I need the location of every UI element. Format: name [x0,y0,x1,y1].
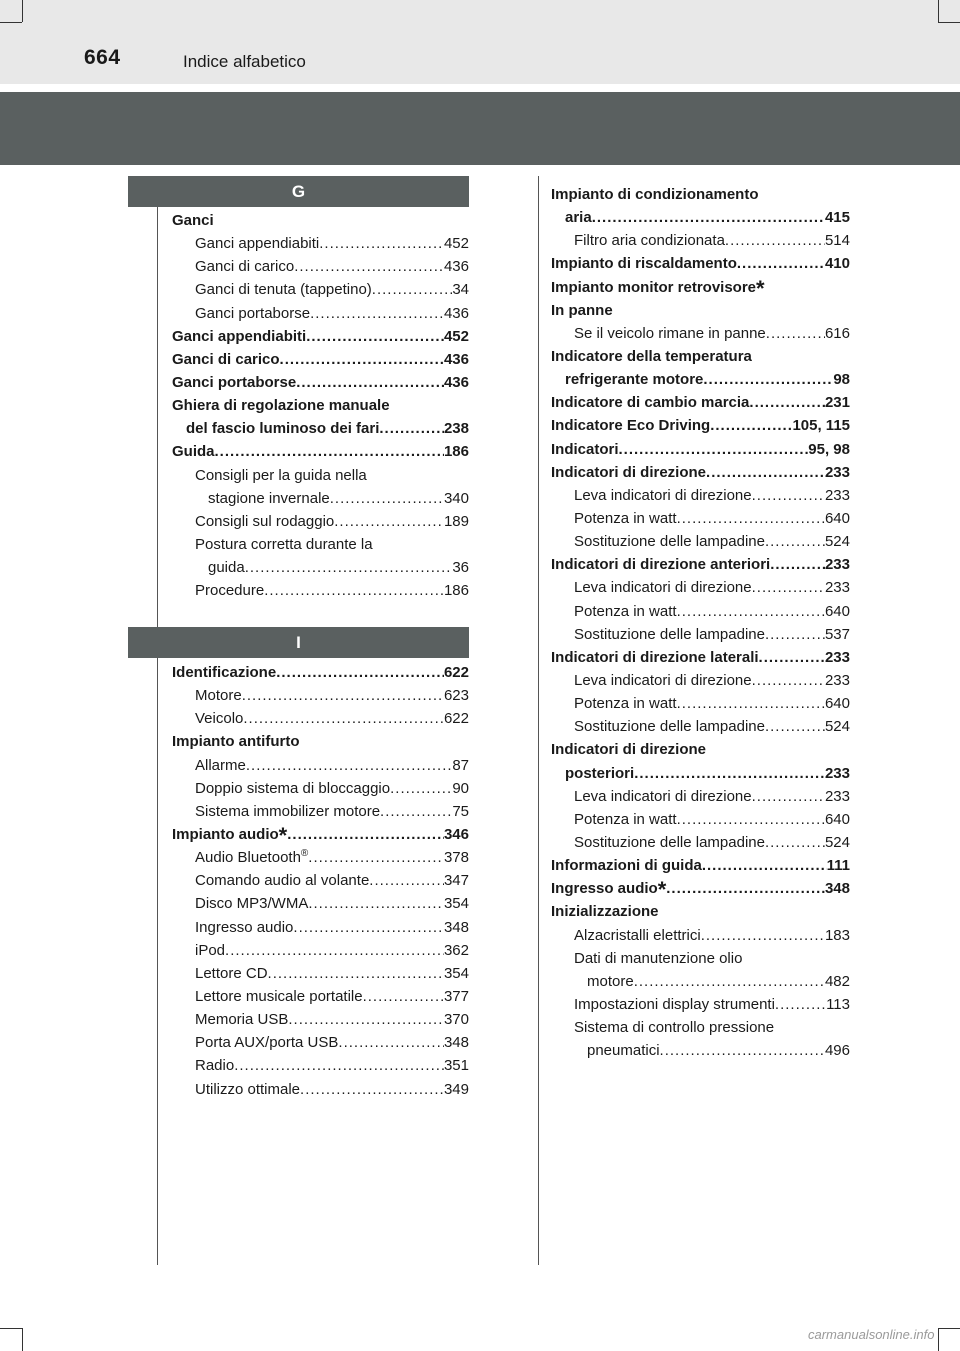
page-ref: 183 [824,926,850,944]
entry-label: Ghiera di regolazione manuale [172,397,390,415]
entry-label: Informazioni di guida [551,857,702,875]
page-ref: 233 [824,486,850,504]
entry-label: Lettore CD [195,964,268,982]
entry-label: Ganci appendiabiti [172,327,307,345]
entry-label: Indicatori [551,440,619,458]
entry-label: Impianto audio* [172,822,288,848]
entry-label: Ganci portaborse [195,304,311,322]
index-entry [551,183,850,206]
entry-label: guida [208,559,245,577]
asterisk-mark: * [657,877,667,903]
leader-dots [677,507,825,530]
entry-label: Indicatore della temperatura [551,347,752,365]
index-entry [172,730,469,753]
index-entry [172,302,469,325]
footer-watermark: carmanualsonline.info [808,1327,935,1342]
index-entry [172,939,469,962]
index-entry [172,348,469,371]
entry-label: pneumatici [587,1042,660,1060]
index-entry [172,661,469,684]
leader-dots [701,924,825,947]
leader-dots [737,252,825,275]
page-ref: 354 [443,895,469,913]
entry-label: Sostituzione delle lampadine [574,533,765,551]
entry-label: Comando audio al volante [195,872,370,890]
index-entry [172,417,469,440]
entry-label: Ingresso audio [195,918,294,936]
leader-dots [666,877,825,900]
page-ref: 482 [824,972,850,990]
leader-dots [369,869,444,892]
entry-label: Veicolo [195,710,244,728]
page-ref: 537 [824,625,850,643]
page-ref: 75 [452,802,469,820]
index-entry [551,391,850,414]
leader-dots [242,684,444,707]
leader-dots [215,440,444,463]
leader-dots [677,692,825,715]
leader-dots [752,785,825,808]
leader-dots [308,846,444,869]
entry-label: Leva indicatori di direzione [574,787,752,805]
entry-label: Procedure [195,582,265,600]
entry-label: Porta AUX/porta USB [195,1034,339,1052]
entry-label: Potenza in watt [574,695,677,713]
entry-label: Guida [172,443,215,461]
index-entry [551,276,850,299]
index-entry [172,707,469,730]
entry-label: Leva indicatori di direzione [574,671,752,689]
index-entry [551,715,850,738]
leader-dots [660,1039,825,1062]
page-ref: 436 [443,258,469,276]
page-ref: 347 [443,872,469,890]
center-column-rule [538,176,539,1265]
index-entry [172,278,469,301]
entry-label: motore [587,972,634,990]
entry-label: posteriori [565,764,635,782]
index-entry [172,255,469,278]
page-ref: 378 [443,849,469,867]
entry-label: Filtro aria condizionata [574,232,725,250]
leader-dots [770,553,825,576]
page-ref: 514 [824,232,850,250]
index-entry [551,669,850,692]
leader-dots [634,762,825,785]
entry-label: Ganci di carico [195,258,295,276]
index-entry [551,438,850,461]
leader-dots [363,985,444,1008]
index-entry [172,869,469,892]
entry-label: Leva indicatori di direzione [574,486,752,504]
index-entry [172,533,469,556]
entry-label: Sistema di controllo pressione [574,1019,775,1037]
index-entry [551,762,850,785]
index-entry [551,322,850,345]
leader-dots [765,530,825,553]
page-ref: 436 [443,304,469,322]
index-entry [172,916,469,939]
leader-dots [752,576,825,599]
crop-mark [22,1328,23,1351]
index-entry [172,325,469,348]
header-band [0,0,960,84]
page-ref: 452 [443,327,469,345]
leader-dots [752,484,825,507]
page-ref: 640 [824,509,850,527]
index-entry [551,484,850,507]
page-ref: 348 [443,918,469,936]
index-entry [172,209,469,232]
entry-label: refrigerante motore [565,371,704,389]
index-entry [551,368,850,391]
leader-dots [725,229,825,252]
entry-label: Postura corretta durante la [195,535,373,553]
index-entry [551,831,850,854]
leader-dots [765,831,825,854]
entry-label: Audio Bluetooth® [195,848,309,867]
leader-dots [677,808,825,831]
leader-dots [372,278,453,301]
index-entry [551,576,850,599]
page-ref: 233 [824,764,850,782]
leader-dots [264,579,444,602]
entry-label: Sostituzione delle lampadine [574,625,765,643]
index-entry [551,229,850,252]
index-entry [172,556,469,579]
entry-label: Leva indicatori di direzione [574,579,752,597]
crop-mark [938,1328,939,1351]
leader-dots [280,348,444,371]
entry-label: Allarme [195,756,246,774]
index-entry [551,854,850,877]
entry-label: Ganci appendiabiti [195,235,320,253]
entry-label: Impianto monitor retrovisore* [551,275,765,301]
leader-dots [703,368,833,391]
page-ref: 622 [443,664,469,681]
page-ref: 98 [833,371,850,389]
entry-label: Ganci di tenuta (tappetino) [195,281,372,299]
entry-label: Sostituzione delle lampadine [574,718,765,736]
entry-label: Potenza in watt [574,509,677,527]
page-number: 664 [84,46,121,69]
leader-dots [634,970,825,993]
index-entry [172,777,469,800]
index-entry [551,808,850,831]
index-entry [172,846,469,869]
leader-dots [380,800,452,823]
crop-mark [938,1328,960,1329]
page-ref: 640 [824,602,850,620]
crop-mark [22,0,23,22]
page-ref: 524 [824,533,850,551]
entry-label: Sistema immobilizer motore [195,802,381,820]
leader-dots [330,487,444,510]
entry-label: Impostazioni display strumenti [574,995,775,1013]
entry-label: Impianto antifurto [172,733,300,751]
index-entry [551,252,850,275]
page-ref: 348 [443,1034,469,1052]
leader-dots [319,232,444,255]
page-ref: 622 [443,710,469,728]
entry-label: Motore [195,687,242,705]
entry-label: Consigli per la guida nella [195,466,367,484]
leader-dots [296,371,444,394]
index-entry [172,1054,469,1077]
index-entry [551,646,850,669]
entry-label: del fascio luminoso dei fari [186,420,380,438]
page-ref: 436 [443,373,469,391]
entry-label: Alzacristalli elettrici [574,926,701,944]
leader-dots [293,916,444,939]
page-ref: 105, 115 [792,417,850,435]
page-ref: 111 [826,857,850,875]
page-ref: 87 [452,756,469,774]
section-header-i: I [128,627,469,658]
index-entry [172,394,469,417]
page-ref: 351 [443,1057,469,1075]
leader-dots [294,255,444,278]
page-ref: 348 [824,880,850,898]
entry-label: Indicatori di direzione [551,463,707,481]
leader-dots [759,646,825,669]
index-entry [551,924,850,947]
page-ref: 186 [443,443,469,461]
index-entry [551,206,850,229]
page-ref: 370 [443,1011,469,1029]
page-ref: 349 [443,1080,469,1098]
entry-label: In panne [551,301,613,319]
entry-label: Potenza in watt [574,810,677,828]
leader-dots [710,414,792,437]
leader-dots [706,461,825,484]
entry-label: Indicatori di direzione [551,741,707,759]
page-ref: 238 [443,420,469,438]
page-ref: 362 [443,941,469,959]
leader-dots [334,510,444,533]
index-entry [172,487,469,510]
entry-label: Se il veicolo rimane in panne [574,324,766,342]
index-entry [551,947,850,970]
leader-dots [619,438,809,461]
page-ref: 524 [824,833,850,851]
leader-dots [225,939,444,962]
leader-dots [765,623,825,646]
leader-dots [276,661,444,684]
asterisk-mark: * [756,275,765,301]
leader-dots [310,302,444,325]
section-header-g: G [128,176,469,207]
index-column-i [172,661,469,1101]
entry-label: Indicatore Eco Driving [551,417,711,435]
leader-dots [245,556,453,579]
leader-dots [300,1078,444,1101]
page-ref: 354 [443,964,469,982]
page-ref: 623 [443,687,469,705]
page-ref: 233 [824,787,850,805]
page-ref: 90 [452,779,469,797]
left-column-rule [157,176,158,1265]
entry-label: Potenza in watt [574,602,677,620]
leader-dots [765,715,825,738]
page-ref: 410 [824,255,850,273]
leader-dots [677,600,825,623]
page-ref: 231 [824,394,850,412]
page-ref: 233 [824,579,850,597]
leader-dots [306,325,444,348]
page-ref: 233 [824,648,850,666]
index-entry [172,1078,469,1101]
entry-label: Impianto di riscaldamento [551,255,737,273]
index-entry [551,738,850,761]
index-entry [551,553,850,576]
index-column-g [172,209,469,602]
entry-label: Inizializzazione [551,903,659,921]
index-entry [551,1039,850,1062]
index-entry [172,464,469,487]
leader-dots [246,754,452,777]
page-ref: 233 [824,556,850,574]
crop-mark [0,1328,22,1329]
page-ref: 95, 98 [808,440,850,458]
index-entry [172,892,469,915]
entry-label: Ganci di carico [172,350,280,368]
entry-label: Radio [195,1057,235,1075]
page-ref: 346 [443,825,469,843]
asterisk-mark: * [278,822,288,848]
index-entry [172,510,469,533]
entry-label: Ganci [172,212,214,229]
page-ref: 34 [452,281,469,299]
index-entry [551,345,850,368]
leader-dots [592,206,825,229]
leader-dots [749,391,825,414]
page-ref: 436 [443,350,469,368]
entry-label: Lettore musicale portatile [195,987,363,1005]
page-ref: 640 [824,810,850,828]
crop-mark [938,0,939,22]
entry-label: iPod [195,941,226,959]
page-title: Indice alfabetico [183,52,306,71]
index-entry [172,232,469,255]
leader-dots [775,993,826,1016]
index-entry [551,692,850,715]
leader-dots [338,1031,444,1054]
entry-label: aria [565,209,592,227]
leader-dots [287,823,444,846]
page-ref: 189 [443,512,469,530]
leader-dots [766,322,825,345]
page-ref: 452 [443,235,469,253]
entry-label: Doppio sistema di bloccaggio [195,779,391,797]
index-entry [172,800,469,823]
leader-dots [752,669,825,692]
registered-mark: ® [300,848,309,860]
page-ref: 113 [826,995,850,1013]
leader-dots [243,707,444,730]
entry-label: Utilizzo ottimale [195,1080,301,1098]
index-entry [551,600,850,623]
leader-dots [702,854,827,877]
index-entry [551,1016,850,1039]
index-entry [551,993,850,1016]
page-ref: 186 [443,582,469,600]
entry-label: Indicatori di direzione anteriori [551,556,771,574]
leader-dots [379,417,444,440]
leader-dots [268,962,444,985]
crop-mark [0,22,22,23]
entry-label: Indicatore di cambio marcia [551,394,750,412]
entry-label: Dati di manutenzione olio [574,949,743,967]
index-entry [551,507,850,530]
index-entry [172,985,469,1008]
index-entry [551,461,850,484]
entry-label: Disco MP3/WMA [195,895,309,913]
page-ref: 496 [824,1042,850,1060]
index-entry [551,623,850,646]
entry-label: Identificazione [172,664,277,681]
section-band [0,92,960,165]
entry-label: Ganci portaborse [172,373,297,391]
page-ref: 640 [824,695,850,713]
page-ref: 340 [443,489,469,507]
page-ref: 233 [824,671,850,689]
index-entry [551,299,850,322]
page-ref: 616 [824,324,850,342]
index-entry [172,371,469,394]
index-entry [172,962,469,985]
entry-label: Impianto di condizionamento [551,186,759,203]
page-ref: 36 [452,559,469,577]
index-entry [172,684,469,707]
index-entry [551,530,850,553]
index-entry [172,1008,469,1031]
entry-label: Sostituzione delle lampadine [574,833,765,851]
index-entry [172,579,469,602]
index-column-right [551,183,850,1062]
page-ref: 377 [443,987,469,1005]
index-entry [551,414,850,437]
index-entry [172,440,469,463]
entry-label: stagione invernale [208,489,330,507]
index-entry [551,970,850,993]
leader-dots [308,892,444,915]
entry-label: Ingresso audio* [551,877,667,903]
index-entry [551,900,850,923]
crop-mark [938,22,960,23]
entry-label: Consigli sul rodaggio [195,512,335,530]
index-entry [551,785,850,808]
index-entry [172,754,469,777]
index-entry [551,877,850,903]
entry-label: Indicatori di direzione laterali [551,648,759,666]
leader-dots [234,1054,444,1077]
page-ref: 415 [824,209,850,227]
index-entry [172,1031,469,1054]
entry-label: Memoria USB [195,1011,289,1029]
leader-dots [288,1008,444,1031]
leader-dots [390,777,452,800]
index-entry [172,823,469,846]
page-ref: 524 [824,718,850,736]
page-ref: 233 [824,463,850,481]
